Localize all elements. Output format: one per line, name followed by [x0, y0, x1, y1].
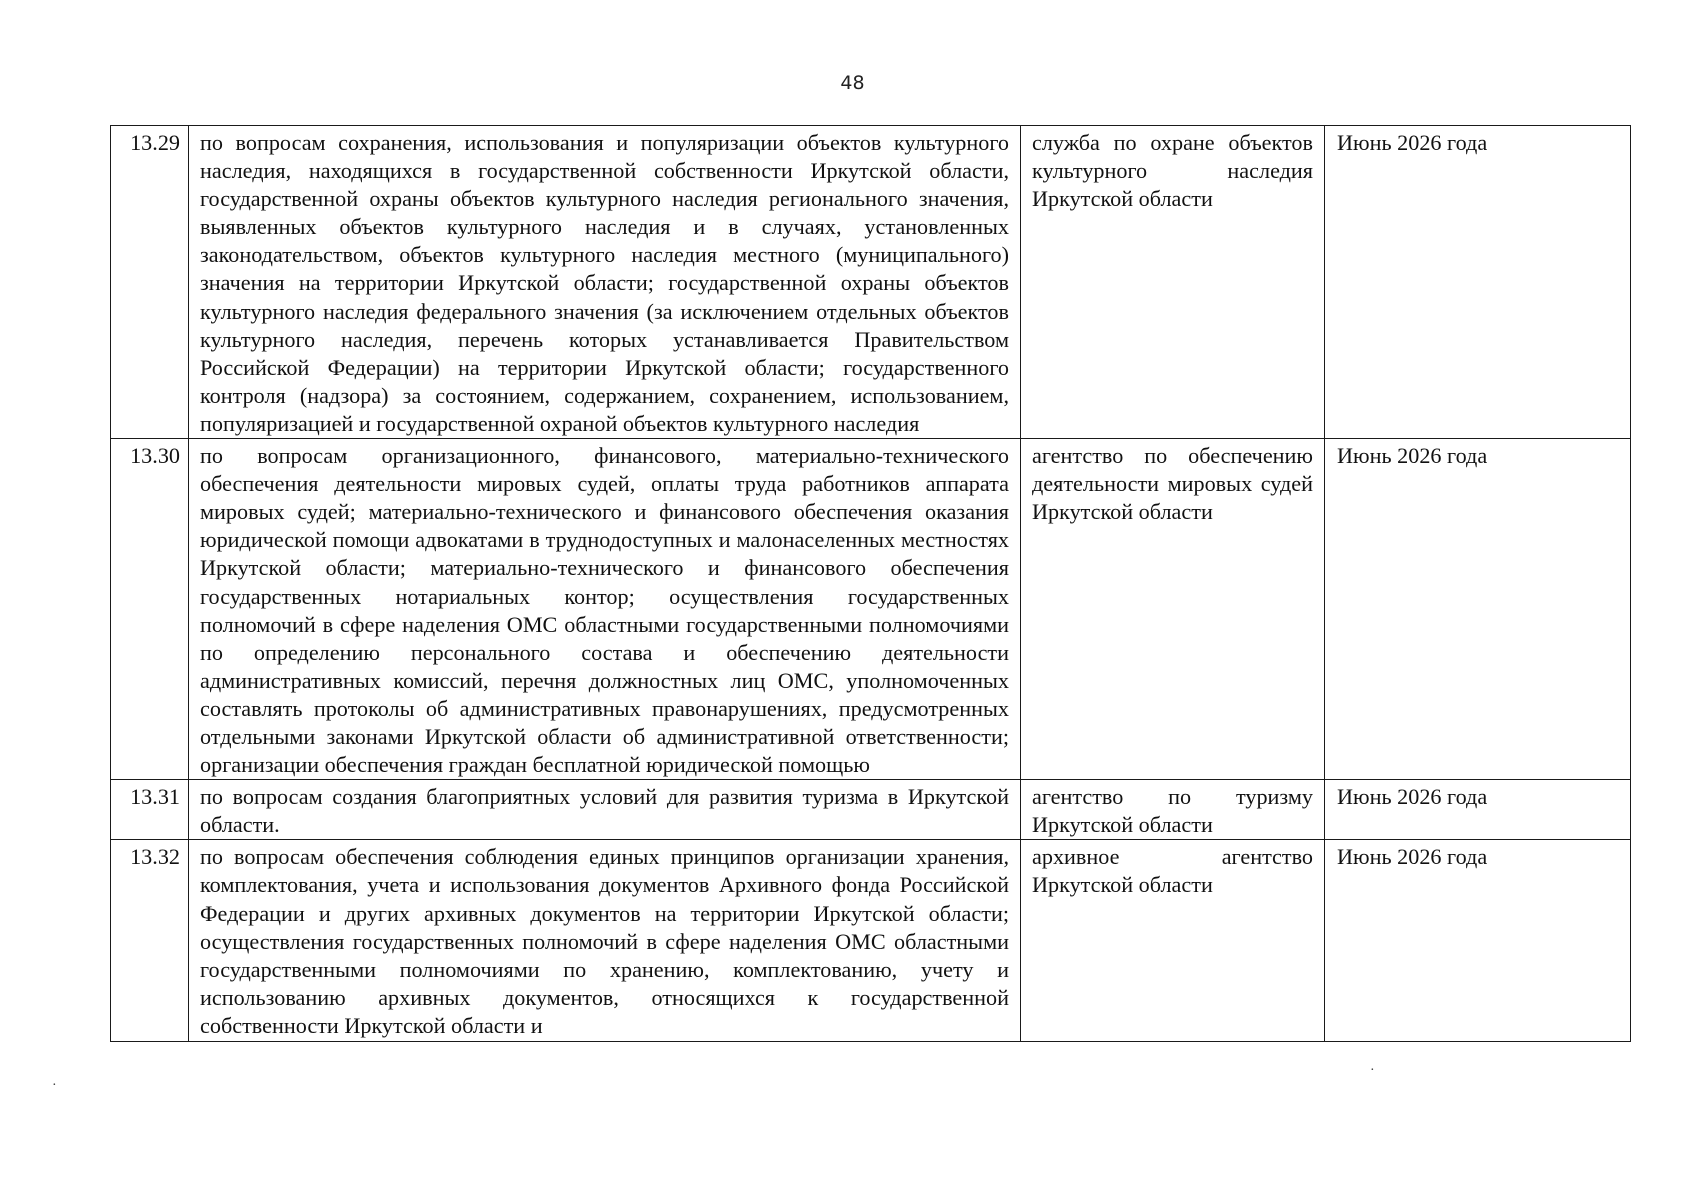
row-organization: агентство по туризму Иркутской области	[1021, 780, 1325, 840]
row-organization: служба по охране объектов культурного наследия Иркутской области	[1021, 126, 1325, 439]
row-deadline: Июнь 2026 года	[1325, 126, 1631, 439]
page-number: 48	[840, 72, 865, 94]
row-number: 13.31	[111, 780, 189, 840]
row-description: по вопросам обеспечения соблюдения единых принципов организации хранения, комплектования, учета и использования документов Архивного фонда Российской Федерации и других архивных документов на территории Иркутской области; осуществления государственных полномочий в сфере наделения ОМС областными государственными полномочиями по хранению, комплектованию, учету и использованию архивных документов, относящихся к государственной собственности Иркутской области и	[189, 840, 1021, 1042]
task-table	[110, 125, 1631, 1042]
table-row	[111, 840, 1631, 1042]
row-description: по вопросам создания благоприятных условий для развития туризма в Иркутской области.	[189, 780, 1021, 840]
row-deadline: Июнь 2026 года	[1325, 439, 1631, 780]
row-number: 13.30	[111, 439, 189, 780]
table-row	[111, 439, 1631, 780]
table-row	[111, 780, 1631, 840]
row-number: 13.29	[111, 126, 189, 439]
row-description: по вопросам сохранения, использования и популяризации объектов культурного наследия, находящихся в государственной собственности Иркутской области, государственной охраны объектов культурного наследия регионального значения, выявленных объектов культурного наследия и в случаях, установленных законодательством, объектов культурного наследия местного (муниципального) значения на территории Иркутской области; государственной охраны объектов культурного наследия федерального значения (за исключением отдельных объектов культурного наследия, перечень которых устанавливается Правительством Российской Федерации) на территории Иркутской области; государственного контроля (надзора) за состоянием, содержанием, сохранением, использованием, популяризацией и государственной охраной объектов культурного наследия	[189, 126, 1021, 439]
scan-speck: ·	[52, 1078, 57, 1093]
row-deadline: Июнь 2026 года	[1325, 840, 1631, 1042]
row-number: 13.32	[111, 840, 189, 1042]
scan-speck: ·	[1370, 1063, 1375, 1078]
row-organization: агентство по обеспечению деятельности мировых судей Иркутской области	[1021, 439, 1325, 780]
row-organization: архивное агентство Иркутской области	[1021, 840, 1325, 1042]
row-description: по вопросам организационного, финансового, материально-технического обеспечения деятельности мировых судей, оплаты труда работников аппарата мировых судей; материально-технического и финансового обеспечения оказания юридической помощи адвокатами в труднодоступных и малонаселенных местностях Иркутской области; материально-технического и финансового обеспечения государственных нотариальных контор; осуществления государственных полномочий в сфере наделения ОМС областными государственными полномочиями по определению персонального состава и обеспечению деятельности административных комиссий, перечня должностных лиц ОМС, уполномоченных составлять протоколы об административных правонарушениях, предусмотренных отдельными законами Иркутской области об административной ответственности; организации обеспечения граждан бесплатной юридической помощью	[189, 439, 1021, 780]
row-deadline: Июнь 2026 года	[1325, 780, 1631, 840]
table-row	[111, 126, 1631, 439]
